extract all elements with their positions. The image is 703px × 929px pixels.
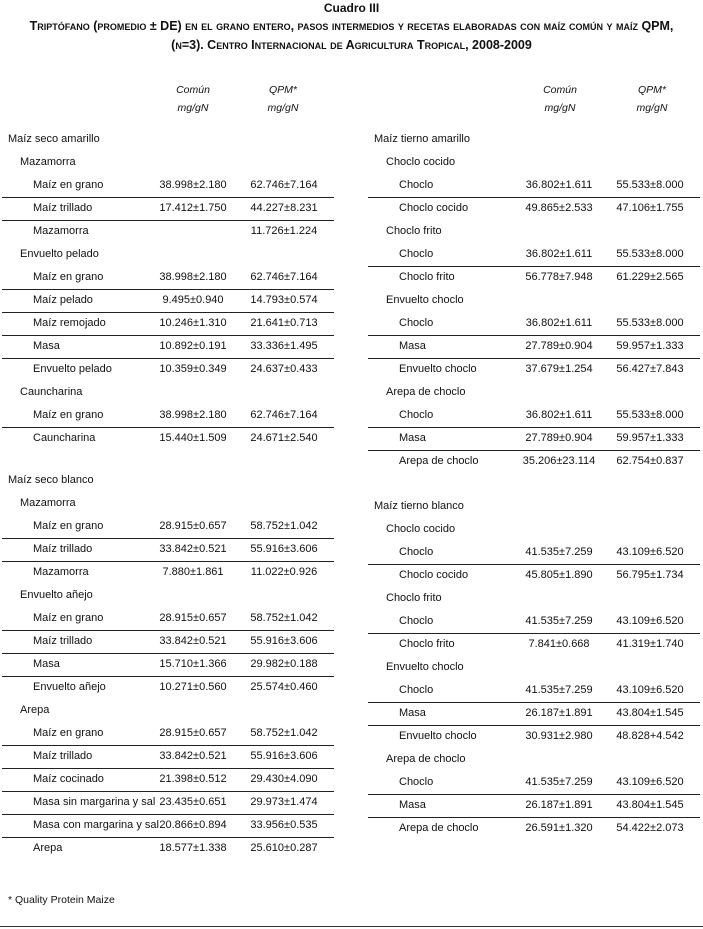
value-qpm: 43.804±1.545 [616, 799, 684, 811]
subgroup-label: Mazamorra [20, 497, 76, 509]
item-label: Masa [399, 340, 426, 352]
table-row [2, 427, 334, 450]
value-qpm: 55.916±3.606 [250, 635, 318, 647]
value-qpm: 62.746±7.164 [250, 271, 318, 283]
value-qpm: 43.109±6.520 [616, 546, 684, 558]
value-comun: 10.246±1.310 [159, 317, 227, 329]
item-label: Maíz pelado [33, 294, 93, 306]
item-label: Cauncharina [33, 432, 96, 444]
value-comun: 28.915±0.657 [159, 520, 227, 532]
value-comun: 38.998±2.180 [159, 409, 227, 421]
table-row [2, 814, 334, 837]
value-qpm: 11.022±0.926 [250, 566, 318, 578]
value-comun: 33.842±0.521 [159, 635, 227, 647]
value-qpm: 62.746±7.164 [250, 409, 318, 421]
item-label: Maíz trillado [33, 750, 93, 762]
value-qpm: 29.430±4.090 [250, 773, 318, 785]
section-maiz-seco-amarillo [2, 128, 334, 450]
table-row [368, 404, 700, 427]
item-label: Choclo [399, 179, 434, 191]
subgroup-label: Envuelto choclo [386, 661, 464, 673]
item-label: Masa [399, 707, 426, 719]
item-label: Choclo cocido [399, 569, 469, 581]
item-label: Maíz cocinado [33, 773, 104, 785]
table-row [368, 197, 700, 220]
item-label: Arepa de choclo [399, 455, 479, 467]
bottom-rule [0, 926, 703, 927]
header-label: Común [176, 84, 210, 96]
value-qpm: 62.746±7.164 [250, 179, 318, 191]
subgroup-label: Envuelto pelado [20, 248, 99, 260]
item-label: Choclo [399, 409, 434, 421]
table-row [2, 404, 334, 427]
section-maiz-tierno-blanco [368, 495, 700, 840]
section-maiz-seco-blanco [2, 469, 334, 860]
value-qpm: 33.336±1.495 [250, 340, 318, 352]
value-qpm: 43.109±6.520 [616, 615, 684, 627]
value-qpm: 58.752±1.042 [250, 727, 318, 739]
item-label: Choclo [399, 317, 434, 329]
item-label: Mazamorra [33, 225, 89, 237]
subgroup-label: Mazamorra [20, 156, 76, 168]
table-row [368, 450, 700, 473]
value-comun: 41.535±7.259 [525, 684, 593, 696]
table-row [2, 768, 334, 791]
header-unit: mg/gN [177, 102, 209, 114]
table-row [368, 243, 700, 266]
value-qpm: 29.973±1.474 [250, 796, 318, 808]
value-comun: 41.535±7.259 [525, 615, 593, 627]
table-row [2, 791, 334, 814]
item-label: Mazamorra [33, 566, 89, 578]
item-label: Maíz en grano [33, 612, 104, 624]
value-qpm: 55.916±3.606 [250, 543, 318, 555]
item-label: Arepa [33, 842, 63, 854]
value-qpm: 61.229±2.565 [616, 271, 684, 283]
item-label: Choclo [399, 776, 434, 788]
item-label: Masa [399, 799, 426, 811]
item-label: Envuelto pelado [33, 363, 112, 375]
value-qpm: 59.957±1.333 [616, 340, 684, 352]
subgroup-label: Choclo frito [386, 225, 442, 237]
table-row [368, 702, 700, 725]
table-row [368, 174, 700, 197]
value-qpm: 21.641±0.713 [250, 317, 318, 329]
item-label: Masa [33, 340, 60, 352]
table-row [368, 771, 700, 794]
subgroup-row [368, 587, 700, 610]
subgroup-row [368, 656, 700, 679]
table-row [2, 197, 334, 220]
item-label: Choclo [399, 684, 434, 696]
value-qpm: 25.574±0.460 [250, 681, 318, 693]
value-qpm: 47.106±1.755 [616, 202, 684, 214]
item-label: Choclo frito [399, 271, 455, 283]
value-qpm: 33.956±0.535 [250, 819, 318, 831]
item-label: Maíz trillado [33, 202, 93, 214]
group-row [2, 469, 334, 492]
table-row [368, 358, 700, 381]
subgroup-label: Arepa de choclo [386, 753, 466, 765]
value-comun: 36.802±1.611 [525, 248, 593, 260]
value-qpm: 43.804±1.545 [616, 707, 684, 719]
item-label: Maíz en grano [33, 409, 104, 421]
header-qpm-right [607, 81, 697, 117]
table-row [368, 541, 700, 564]
table-row [368, 610, 700, 633]
item-label: Maíz trillado [33, 543, 93, 555]
value-qpm: 56.795±1.734 [616, 569, 684, 581]
item-label: Arepa de choclo [399, 822, 479, 834]
table-row [2, 335, 334, 358]
value-comun: 28.915±0.657 [159, 727, 227, 739]
subgroup-row [2, 492, 334, 515]
value-qpm: 54.422±2.073 [616, 822, 684, 834]
item-label: Masa sin margarina y sal [33, 796, 156, 808]
value-comun: 18.577±1.338 [159, 842, 227, 854]
value-comun: 27.789±0.904 [525, 432, 593, 444]
value-comun: 38.998±2.180 [159, 179, 227, 191]
value-comun: 28.915±0.657 [159, 612, 227, 624]
value-comun: 9.495±0.940 [162, 294, 224, 306]
value-qpm: 55.533±8.000 [616, 317, 684, 329]
value-comun: 15.440±1.509 [159, 432, 227, 444]
value-qpm: 43.109±6.520 [616, 776, 684, 788]
value-qpm: 43.109±6.520 [616, 684, 684, 696]
group-row [368, 495, 700, 518]
footnote: * Quality Protein Maize [8, 894, 115, 906]
header-unit: mg/gN [544, 102, 576, 114]
subgroup-label: Choclo frito [386, 592, 442, 604]
value-comun: 27.789±0.904 [525, 340, 593, 352]
value-comun: 36.802±1.611 [525, 409, 593, 421]
item-label: Choclo frito [399, 638, 455, 650]
table-row [2, 358, 334, 381]
table-row [2, 220, 334, 243]
header-label: QPM* [268, 84, 297, 96]
item-label: Masa con margarina y sal [33, 819, 159, 831]
value-comun: 23.435±0.651 [159, 796, 227, 808]
value-qpm: 25.610±0.287 [250, 842, 318, 854]
table-row [368, 817, 700, 840]
subgroup-row [2, 243, 334, 266]
table-row [2, 653, 334, 676]
value-qpm: 41.319±1.740 [616, 638, 684, 650]
item-label: Masa [33, 658, 60, 670]
value-qpm: 59.957±1.333 [616, 432, 684, 444]
table-row [2, 630, 334, 653]
table-row [2, 676, 334, 699]
table-row [368, 679, 700, 702]
table-row [368, 335, 700, 358]
item-label: Envuelto choclo [399, 363, 477, 375]
value-qpm: 24.637±0.433 [250, 363, 318, 375]
value-qpm: 55.916±3.606 [250, 750, 318, 762]
value-comun: 36.802±1.611 [525, 317, 593, 329]
header-comun-right [515, 81, 605, 117]
value-comun: 26.591±1.320 [525, 822, 593, 834]
table-caption: Cuadro III [323, 1, 380, 15]
subgroup-label: Envuelto choclo [386, 294, 464, 306]
subgroup-row [368, 220, 700, 243]
value-qpm: 55.533±8.000 [616, 179, 684, 191]
value-comun: 41.535±7.259 [525, 546, 593, 558]
group-row [2, 128, 334, 151]
table-row [2, 722, 334, 745]
value-comun: 56.778±7.948 [525, 271, 593, 283]
item-label: Envuelto añejo [33, 681, 106, 693]
header-qpm-left [238, 81, 328, 117]
header-comun-left [148, 81, 238, 117]
subgroup-label: Arepa [20, 704, 50, 716]
table-row [2, 538, 334, 561]
value-qpm: 58.752±1.042 [250, 520, 318, 532]
value-comun: 26.187±1.891 [525, 799, 593, 811]
value-comun: 21.398±0.512 [159, 773, 227, 785]
header-label: QPM* [637, 84, 666, 96]
value-comun: 17.412±1.750 [159, 202, 227, 214]
value-comun: 10.271±0.560 [159, 681, 227, 693]
value-qpm: 44.227±8.231 [250, 202, 318, 214]
section-maiz-tierno-amarillo [368, 128, 700, 473]
value-comun: 33.842±0.521 [159, 543, 227, 555]
table-row [2, 745, 334, 768]
item-label: Maíz en grano [33, 727, 104, 739]
value-qpm: 56.427±7.843 [616, 363, 684, 375]
value-qpm: 14.793±0.574 [250, 294, 318, 306]
subgroup-row [2, 381, 334, 404]
subgroup-row [368, 151, 700, 174]
table-row [2, 561, 334, 584]
value-comun: 49.865±2.533 [525, 202, 593, 214]
item-label: Maíz en grano [33, 520, 104, 532]
value-comun: 10.359±0.349 [159, 363, 227, 375]
subgroup-label: Arepa de choclo [386, 386, 466, 398]
subgroup-row [2, 584, 334, 607]
value-comun: 38.998±2.180 [159, 271, 227, 283]
item-label: Choclo cocido [399, 202, 469, 214]
value-qpm: 55.533±8.000 [616, 248, 684, 260]
item-label: Maíz en grano [33, 179, 104, 191]
subgroup-label: Choclo cocido [386, 523, 456, 535]
table-row [368, 564, 700, 587]
header-label: Común [543, 84, 577, 96]
group-label: Maíz tierno blanco [374, 500, 464, 512]
table-row [2, 266, 334, 289]
value-comun: 15.710±1.366 [159, 658, 227, 670]
item-label: Maíz trillado [33, 635, 93, 647]
table-row [368, 794, 700, 817]
table-row [2, 289, 334, 312]
item-label: Choclo [399, 248, 434, 260]
value-qpm: 29.982±0.188 [250, 658, 318, 670]
value-qpm: 11.726±1.224 [250, 225, 318, 237]
value-qpm: 24.671±2.540 [250, 432, 318, 444]
subgroup-row [2, 151, 334, 174]
item-label: Choclo [399, 615, 434, 627]
group-row [368, 128, 700, 151]
item-label: Maíz en grano [33, 271, 104, 283]
subgroup-row [2, 699, 334, 722]
table-row [368, 725, 700, 748]
value-comun: 20.866±0.894 [159, 819, 227, 831]
table-row [2, 837, 334, 860]
subgroup-row [368, 518, 700, 541]
value-comun: 33.842±0.521 [159, 750, 227, 762]
table-row [368, 633, 700, 656]
value-comun: 37.679±1.254 [525, 363, 593, 375]
table-title: Triptófano (promedio ± DE) en el grano entero, pasos intermedios y recetas elaboradas con maíz común y maíz QPM, (n=3). Centro Internacional de Agricultura Tropical, 2008-2009 [29, 19, 674, 52]
value-qpm: 48.828+4.542 [616, 730, 684, 742]
value-comun: 41.535±7.259 [525, 776, 593, 788]
value-qpm: 62.754±0.837 [616, 455, 684, 467]
subgroup-label: Choclo cocido [386, 156, 456, 168]
value-comun: 10.892±0.191 [159, 340, 227, 352]
value-comun: 30.931±2.980 [525, 730, 593, 742]
table-row [2, 607, 334, 630]
subgroup-label: Envuelto añejo [20, 589, 93, 601]
item-label: Envuelto choclo [399, 730, 477, 742]
header-unit: mg/gN [267, 102, 299, 114]
table-row [2, 515, 334, 538]
item-label: Choclo [399, 546, 434, 558]
value-comun: 7.841±0.668 [528, 638, 590, 650]
table-row [2, 312, 334, 335]
table-row [368, 312, 700, 335]
item-label: Masa [399, 432, 426, 444]
group-label: Maíz seco blanco [8, 474, 94, 486]
header-unit: mg/gN [636, 102, 668, 114]
group-label: Maíz seco amarillo [8, 133, 100, 145]
value-comun: 45.805±1.890 [525, 569, 593, 581]
table-row [368, 266, 700, 289]
subgroup-row [368, 748, 700, 771]
subgroup-row [368, 381, 700, 404]
value-qpm: 58.752±1.042 [250, 612, 318, 624]
value-comun: 36.802±1.611 [525, 179, 593, 191]
value-comun: 7.880±1.861 [162, 566, 224, 578]
value-comun: 26.187±1.891 [525, 707, 593, 719]
table-row [368, 427, 700, 450]
subgroup-label: Cauncharina [20, 386, 83, 398]
value-comun: 35.206±23.114 [522, 455, 596, 467]
table-row [2, 174, 334, 197]
group-label: Maíz tierno amarillo [374, 133, 470, 145]
value-qpm: 55.533±8.000 [616, 409, 684, 421]
subgroup-row [368, 289, 700, 312]
item-label: Maíz remojado [33, 317, 106, 329]
